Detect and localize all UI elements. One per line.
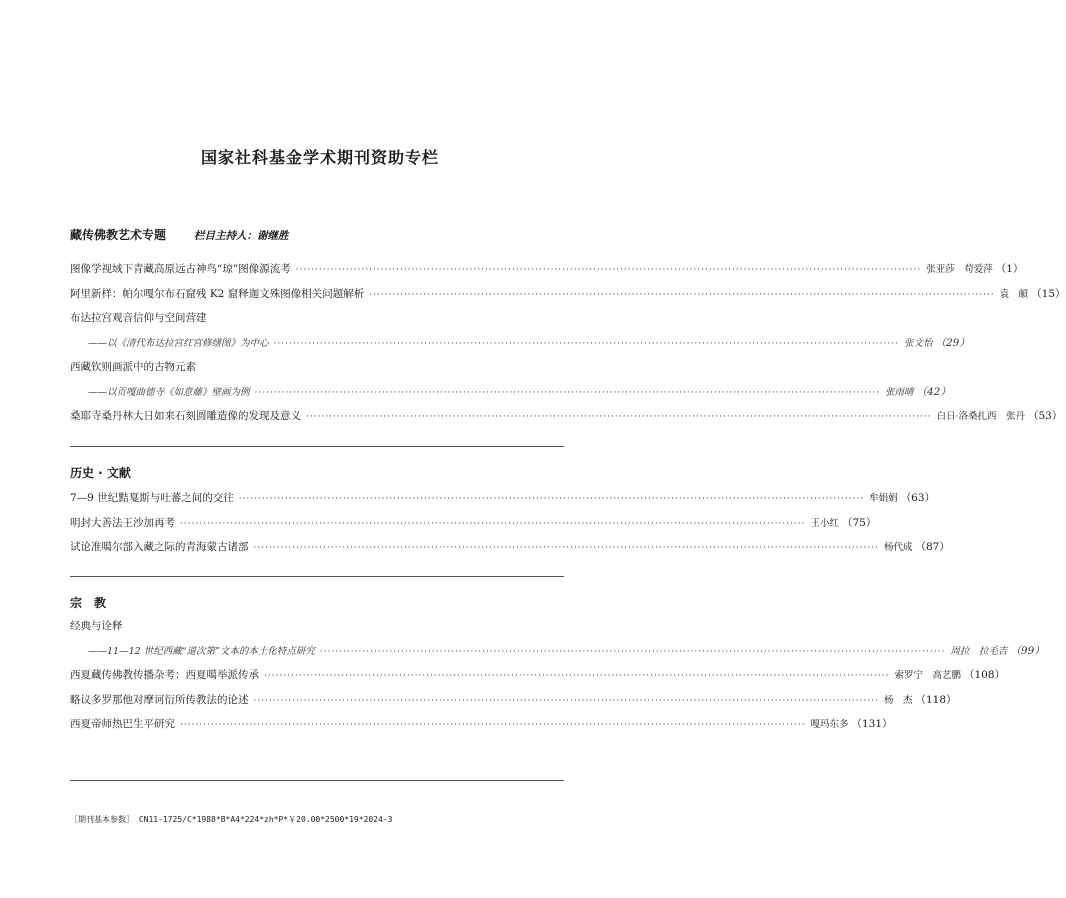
toc-entry[interactable] [70, 535, 950, 560]
toc-entry[interactable] [70, 404, 1063, 429]
section-heading [70, 224, 564, 246]
leader-dots [180, 512, 805, 537]
entry-title: 西夏藏传佛教传播杂考：西夏噶举派传承 [70, 669, 259, 681]
section-divider [70, 576, 564, 577]
leader-dots [320, 640, 945, 665]
entry-author: 杨代成 [883, 542, 913, 553]
entry-author: 周拉 拉毛吉 [950, 645, 1008, 657]
entry-title: 阿里新样：帕尔嘎尔布石窟残 K2 窟释迦文殊图像相关问题解析 [70, 287, 365, 300]
toc-entry[interactable] [70, 257, 1024, 282]
toc-entry[interactable] [70, 688, 957, 713]
entry-title: 略议多罗那他对摩诃衍所传教法的论述 [70, 693, 249, 706]
entry-page: （75） [841, 516, 877, 529]
section-history-literature [70, 462, 950, 560]
toc-entry[interactable] [70, 282, 1066, 307]
entry-page: （108） [963, 669, 1006, 681]
section-divider [70, 780, 564, 781]
entry-page: （42） [916, 385, 951, 398]
toc-entry-subtitle[interactable] [70, 380, 951, 405]
entry-author: 索罗宁 高艺鹏 [894, 670, 961, 681]
entry-subtitle: ——以《清代布达拉宫红宫修缮图》为中心 [88, 337, 269, 349]
section-title: 历史 · 文献 [70, 466, 131, 480]
entry-title: 明封大善法王沙加再考 [70, 516, 175, 529]
leader-dots [254, 536, 879, 561]
toc-entry-heading [70, 306, 564, 331]
entry-author: 嘎玛东多 [810, 719, 849, 730]
leader-dots [254, 689, 879, 714]
entry-title: 桑耶寺桑丹林大日如来石刻圆雕造像的发现及意义 [70, 410, 301, 422]
entry-author: 袁 頔 [999, 288, 1029, 300]
entry-title: 西夏帝师热巴生平研究 [70, 718, 175, 730]
entry-page: （53） [1028, 410, 1063, 422]
toc-entry-subtitle[interactable] [70, 639, 1045, 664]
journal-parameters: ［期刊基本参数］ CN11-1725/C*1988*B*A4*224*zh*P*￥20.00*2500*19*2024-3 [70, 815, 393, 824]
toc-entry[interactable] [70, 511, 877, 536]
leader-dots [274, 332, 899, 357]
section-heading [70, 462, 564, 484]
entry-title: 7—9 世纪黠戛斯与吐蕃之间的交往 [70, 492, 234, 504]
group-label: 经典与诠释 [70, 620, 123, 632]
entry-page: （131） [851, 718, 893, 730]
leader-dots [369, 283, 994, 308]
entry-author: 张文怡 [903, 337, 933, 349]
toc-entry[interactable] [70, 663, 1006, 688]
leader-dots [180, 713, 805, 738]
section-religion [70, 592, 1045, 737]
entry-author: 白日·洛桑扎西 张丹 [936, 411, 1025, 422]
leader-dots [306, 405, 931, 430]
entry-title: 试论准噶尔部入藏之际的青海蒙古诸部 [70, 541, 249, 553]
leader-dots [264, 664, 889, 689]
section-heading [70, 592, 564, 614]
entry-page: （15） [1031, 287, 1066, 300]
leader-dots [255, 381, 880, 406]
entry-author: 王小红 [810, 517, 839, 529]
entry-title: 布达拉宫观音信仰与空间营建 [70, 312, 207, 324]
entry-author: 张亚莎 苟爱萍 [926, 264, 993, 275]
toc-entry[interactable] [70, 712, 893, 737]
toc-entry-heading [70, 355, 564, 380]
entry-title: 图像学视域下青藏高原远古神鸟“琼”图像源流考 [70, 263, 291, 275]
section-divider [70, 446, 564, 447]
page-title: 国家社科基金学术期刊资助专栏 [200, 148, 439, 167]
entry-subtitle: ——以贡嘎曲德寺《如意藤》壁画为例 [88, 386, 250, 398]
entry-page: （99） [1010, 644, 1045, 657]
section-tibetan-buddhist-art [70, 224, 1066, 429]
entry-title: 西藏钦则画派中的古物元素 [70, 361, 196, 373]
entry-author: 杨 杰 [883, 694, 913, 706]
entry-subtitle: ——11—12 世纪西藏“道次第”文本的本土化特点研究 [88, 645, 315, 657]
entry-page: （29） [935, 336, 970, 349]
entry-page: （118） [915, 693, 957, 706]
entry-page: （87） [915, 541, 950, 553]
section-title: 宗 教 [70, 596, 107, 610]
entry-author: 张雨晴 [884, 386, 914, 398]
leader-dots [296, 258, 921, 283]
entry-author: 牟娟娟 [869, 493, 898, 504]
entry-page: （63） [900, 492, 936, 504]
section-editor: 栏目主持人：谢继胜 [194, 230, 289, 242]
toc-entry-subtitle[interactable] [70, 331, 970, 356]
section-title: 藏传佛教艺术专题 [70, 228, 167, 242]
entry-page: （1） [995, 263, 1024, 275]
toc-entry[interactable] [70, 486, 936, 511]
leader-dots [239, 487, 864, 512]
